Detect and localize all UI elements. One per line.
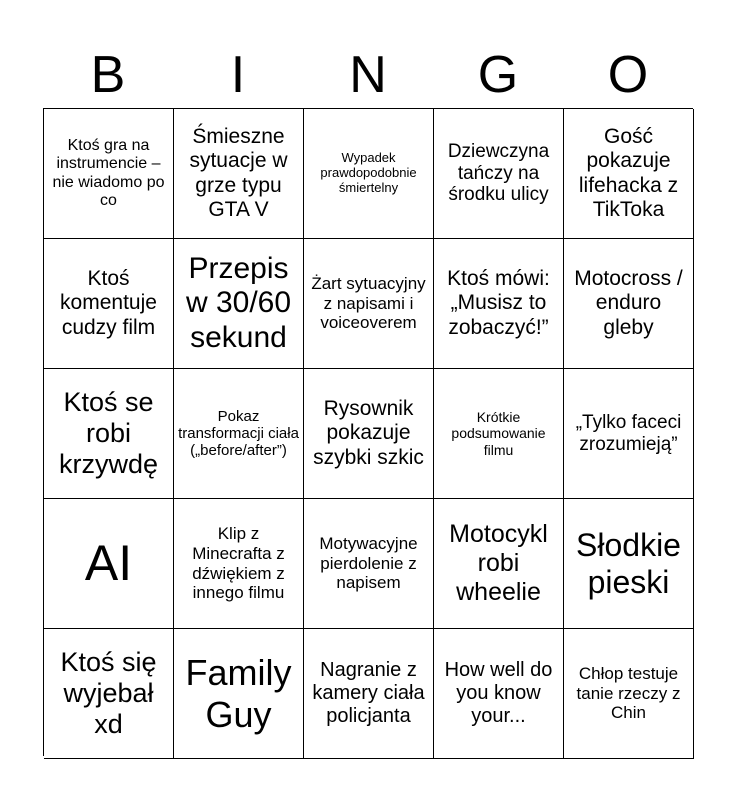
bingo-cell[interactable] bbox=[174, 369, 304, 499]
bingo-cell[interactable] bbox=[434, 109, 564, 239]
bingo-cell-text: Gość pokazuje lifehacka z TikToka bbox=[578, 125, 679, 221]
bingo-cell-text: Ktoś se robi krzywdę bbox=[58, 386, 159, 480]
bingo-cell[interactable] bbox=[304, 109, 434, 239]
bingo-cell-text: Słodkie pieski bbox=[576, 526, 681, 600]
bingo-header bbox=[43, 42, 693, 108]
bingo-cell-text: „Tylko faceci zrozumieją” bbox=[575, 411, 682, 455]
bingo-cell-text: Śmieszne sytuacje w grze typu GTA V bbox=[189, 125, 288, 221]
bingo-cell-text: Pokaz transformacji ciała („before/after”) bbox=[178, 407, 299, 460]
bingo-cell[interactable] bbox=[174, 629, 304, 759]
bingo-cell[interactable] bbox=[304, 629, 434, 759]
bingo-cell-text: AI bbox=[84, 534, 133, 591]
bingo-cell[interactable] bbox=[44, 239, 174, 369]
bingo-cell[interactable] bbox=[564, 499, 694, 629]
header-letter-n: N bbox=[349, 46, 387, 104]
bingo-cell-text: Rysownik pokazuje szybki szkic bbox=[313, 397, 424, 469]
bingo-cell-text: Motocykl robi wheelie bbox=[449, 520, 548, 606]
bingo-cell[interactable] bbox=[174, 109, 304, 239]
bingo-cell[interactable] bbox=[564, 369, 694, 499]
bingo-cell[interactable] bbox=[434, 369, 564, 499]
bingo-cell[interactable] bbox=[174, 499, 304, 629]
bingo-cell[interactable] bbox=[44, 109, 174, 239]
bingo-cell[interactable] bbox=[304, 499, 434, 629]
bingo-cell-text: Wypadek prawdopodobnie śmiertelny bbox=[320, 150, 417, 195]
bingo-cell-text: Krótkie podsumowanie filmu bbox=[451, 409, 546, 458]
bingo-cell-text: How well do you know your... bbox=[444, 659, 553, 727]
header-letter-o: O bbox=[607, 46, 649, 104]
bingo-cell[interactable] bbox=[564, 109, 694, 239]
bingo-cell-text: Ktoś się wyjebał xd bbox=[60, 646, 157, 740]
bingo-cell-text: Nagranie z kamery ciała policjanta bbox=[312, 659, 425, 727]
bingo-cell[interactable] bbox=[434, 499, 564, 629]
bingo-cell[interactable] bbox=[434, 629, 564, 759]
bingo-cell[interactable] bbox=[174, 239, 304, 369]
bingo-cell[interactable] bbox=[304, 239, 434, 369]
bingo-cell-text: Przepis w 30/60 sekund bbox=[185, 251, 292, 354]
bingo-cell-text: Chłop testuje tanie rzeczy z Chin bbox=[576, 664, 681, 723]
bingo-cell[interactable] bbox=[44, 369, 174, 499]
bingo-cell-text: Dziewczyna tańczy na środku ulicy bbox=[447, 140, 550, 206]
bingo-cell[interactable] bbox=[44, 499, 174, 629]
header-letter-b: B bbox=[90, 46, 126, 104]
bingo-cell-text: Ktoś mówi: „Musisz to zobaczyć!” bbox=[447, 267, 550, 339]
bingo-cell[interactable] bbox=[44, 629, 174, 759]
bingo-cell-text: Motocross / enduro gleby bbox=[574, 267, 683, 339]
bingo-cell[interactable] bbox=[564, 239, 694, 369]
bingo-cell[interactable] bbox=[564, 629, 694, 759]
bingo-grid bbox=[43, 108, 693, 756]
bingo-cell-text: Family Guy bbox=[185, 652, 292, 735]
header-letter-g: G bbox=[477, 46, 519, 104]
bingo-cell-text: Motywacyjne pierdolenie z napisem bbox=[319, 534, 418, 593]
bingo-cell-text: Ktoś gra na instrumencie – nie wiadomo po co bbox=[52, 136, 165, 209]
bingo-cell[interactable] bbox=[304, 369, 434, 499]
bingo-cell-text: Ktoś komentuje cudzy film bbox=[60, 267, 157, 339]
bingo-cell-text: Żart sytuacyjny z napisami i voiceoverem bbox=[311, 274, 426, 333]
bingo-cell[interactable] bbox=[434, 239, 564, 369]
bingo-cell-text: Klip z Minecrafta z dźwiękiem z innego filmu bbox=[192, 524, 285, 603]
header-letter-i: I bbox=[230, 46, 246, 104]
